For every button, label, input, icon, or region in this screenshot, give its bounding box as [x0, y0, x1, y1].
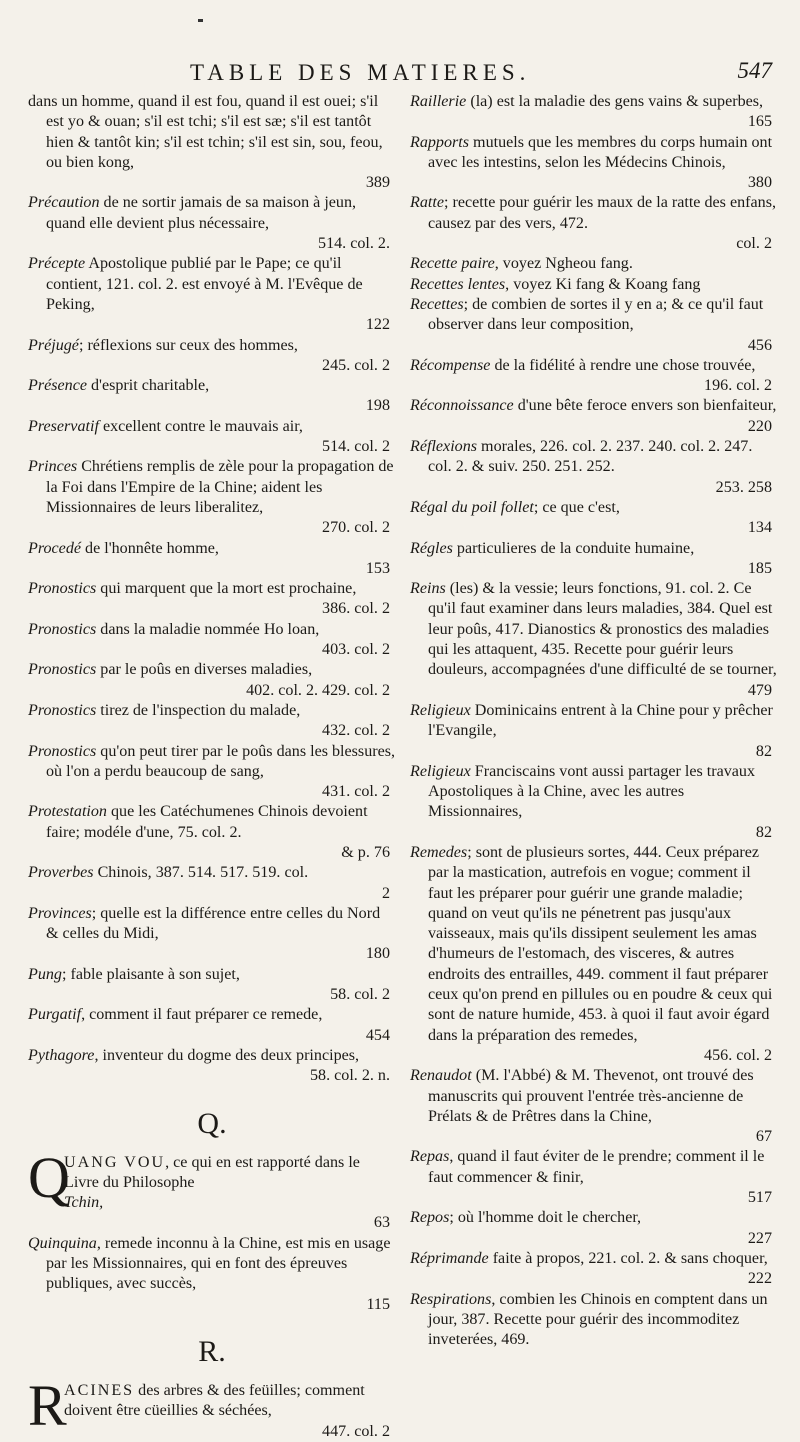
page-reference: 517 [747, 1189, 772, 1207]
entry-headword-caps: UANG VOU [64, 1153, 166, 1171]
entry-headword: Procedé [28, 539, 82, 557]
left-column [28, 92, 396, 1442]
index-entry [410, 356, 778, 397]
page-reference: 456 [747, 336, 772, 354]
entry-text: faite à propos, 221. col. 2. & sans choquer, [488, 1249, 768, 1267]
entry-text: ; sont de plusieurs sortes, 444. Ceux préparez par la mastication, autrefois en vogue; comment il faut les préparer pour guérir une grande maladie; quand on veut qu'ils ne pénetrent pas jusqu'aux vaisseaux, mais qu'ils dissipent seulement les amas d'humeurs de l'estomach, des visceres, & autres endroits des entrailles, 449. comment il faut préparer ceux qu'on prend en pillules ou en poudre & ceux qui sont de nature humide, 453. à quoi il faut avoir égard dans la préparation des remedes, [428, 843, 773, 1044]
entry-text: d'esprit charitable, [86, 377, 210, 395]
entry-headword: Réconnoissance [410, 397, 514, 415]
drop-cap: Q [28, 1144, 70, 1210]
entry-text: , quand il faut éviter de le prendre; comment il le faut commencer & finir, [428, 1148, 765, 1186]
page-reference: 122 [365, 316, 390, 334]
page-reference: 115 [366, 1295, 390, 1313]
entry-text: , comment il faut préparer ce remede, [81, 1006, 323, 1024]
section-opening-entry [28, 1372, 396, 1442]
index-entry [28, 254, 396, 335]
entry-text: que les Catéchumenes Chinois devoient faire; modéle d'une, 75. col. 2. [46, 803, 368, 841]
entry-headword: Réprimande [410, 1249, 489, 1267]
index-entry [28, 376, 396, 417]
index-entry [410, 193, 778, 254]
entry-text: tirez de l'inspection du malade, [96, 701, 301, 719]
entry-text: qui marquent que la mort est prochaine, [96, 580, 357, 598]
entry-headword: Protestation [28, 803, 107, 821]
entry-text: dans la maladie nommée Ho loan, [96, 620, 320, 638]
index-entry [410, 396, 778, 437]
index-entry [410, 498, 778, 539]
entry-headword: Remedes [410, 843, 468, 861]
page-reference: 180 [365, 945, 390, 963]
entry-headword: Purgatif [28, 1006, 82, 1024]
entry-text: , ce qui en est rapporté dans le Livre du Philosophe [64, 1153, 360, 1191]
index-entry [410, 275, 778, 295]
index-entry [28, 92, 396, 193]
page-reference: 245. col. 2 [322, 356, 390, 374]
page-reference: 227 [747, 1229, 772, 1247]
entry-headword: Pronostics [28, 742, 97, 760]
page-reference: 2 [381, 884, 390, 902]
entry-text: qu'on peut tirer par le poûs dans les blessures, où l'on a perdu beaucoup de sang, [46, 742, 396, 780]
index-entry [28, 1046, 396, 1087]
entry-headword: Récompense [410, 356, 491, 374]
entry-headword: Pung [28, 965, 62, 983]
entry-text: de ne sortir jamais de sa maison à jeun, quand elle devient plus nécessaire, [46, 194, 357, 232]
entry-headword: Repos [410, 1209, 450, 1227]
entry-text: excellent contre le mauvais air, [98, 417, 303, 435]
page-reference: 222 [747, 1270, 772, 1288]
page-reference: 386. col. 2 [322, 600, 390, 618]
entry-headword: Preservatif [28, 417, 99, 435]
entry-headword: Rapports [410, 133, 470, 151]
index-entry [410, 762, 778, 843]
section-opening-entry [28, 1144, 396, 1234]
right-column [410, 92, 778, 1350]
entry-headword: Recettes [410, 295, 464, 313]
index-entry [28, 863, 396, 904]
index-entry [410, 295, 778, 356]
entry-text: Apostolique publié par le Pape; ce qu'il contient, 121. col. 2. est envoyé à M. l'Evêque de Peking, [46, 255, 363, 313]
entry-headword: Pronostics [28, 580, 97, 598]
entry-text: , voyez Ki fang & Koang fang [505, 275, 701, 293]
index-entry [410, 133, 778, 194]
page-reference: 82 [755, 742, 772, 760]
index-entry [28, 417, 396, 458]
entry-headword: Provinces [28, 904, 92, 922]
page-reference: 514. col. 2. [318, 235, 390, 253]
page-reference: 456. col. 2 [704, 1046, 772, 1064]
entry-text: ; où l'homme doit le chercher, [449, 1209, 642, 1227]
entry-text: ; ce que c'est, [533, 498, 620, 516]
entry-headword: Proverbes [28, 864, 94, 882]
entry-text: particulieres de la conduite humaine, [452, 539, 695, 557]
page-reference: col. 2 [736, 235, 772, 253]
page-reference: 253. 258 [715, 478, 772, 496]
page-reference: 134 [747, 519, 772, 537]
page-reference: 380 [747, 174, 772, 192]
index-entry [28, 336, 396, 377]
entry-text: Chrétiens remplis de zèle pour la propagation de la Foi dans l'Empire de la Chine; aident les Missionnaires de leurs liberalitez, [46, 458, 394, 516]
page-reference: 58. col. 2 [330, 986, 390, 1004]
index-entry [410, 1208, 778, 1249]
entry-headword: Pronostics [28, 661, 97, 679]
index-entry [28, 539, 396, 580]
entry-text: Chinois, 387. 514. 517. 519. col. [93, 864, 309, 882]
entry-headword: Préjugé [28, 336, 79, 354]
entry-headword: Présence [28, 377, 87, 395]
page-reference: 198 [365, 397, 390, 415]
entry-text: par le poûs en diverses maladies, [96, 661, 313, 679]
index-entry [28, 193, 396, 254]
index-entry [28, 802, 396, 863]
entry-text: (les) & la vessie; leurs fonctions, 91. col. 2. Ce qu'il faut examiner dans leurs maladies, 384. Quel est leur poûs, 417. Dianostics & pronostics des maladies qui les attaquent, 435. Recette pour guérir leurs douleurs, accompagnées d'une difficulté de se tourner, [428, 580, 777, 679]
entry-text: de la fidélité à rendre une chose trouvée, [490, 356, 756, 374]
page-reference: 58. col. 2. n. [309, 1067, 390, 1085]
page-reference: 185 [747, 559, 772, 577]
page-reference: 220 [747, 417, 772, 435]
page-reference: 447. col. 2 [322, 1422, 390, 1440]
entry-headword: Réflexions [410, 438, 478, 456]
page-reference: 153 [365, 559, 390, 577]
entry-headword: Respirations [410, 1290, 492, 1308]
entry-text: dans un homme, quand il est fou, quand il est ouei; s'il est yo & ouan; s'il est tchi; s'il est sæ; s'il est tantôt hien & tantôt kin; s'il est tchin; s'il est sin, sou, feou, ou bien kong, [28, 93, 383, 171]
entry-headword: Précaution [28, 194, 100, 212]
entry-headword: Repas [410, 1148, 450, 1166]
page-reference: 403. col. 2 [322, 641, 390, 659]
entry-text: Dominicains entrent à la Chine pour y prêcher l'Evangile, [428, 701, 773, 740]
drop-cap: R [28, 1372, 67, 1438]
page-reference: 514. col. 2 [322, 438, 390, 456]
page-reference: 63 [373, 1214, 390, 1232]
entry-text: ; fable plaisante à son sujet, [61, 965, 240, 983]
index-entry [410, 1249, 778, 1290]
entry-text: (M. l'Abbé) & M. Thevenot, ont trouvé des manuscrits qui prouvent l'entrée très-ancienne de Prélats & de Prêtres dans la Chine, [428, 1067, 754, 1125]
page-reference: & p. 76 [341, 843, 390, 861]
entry-text: morales, 226. col. 2. 237. 240. col. 2. 247. col. 2. & suiv. 250. 251. 252. [428, 438, 753, 476]
entry-text: ; réflexions sur ceux des hommes, [78, 336, 298, 354]
index-entry [410, 579, 778, 701]
ornament-mark [198, 19, 203, 22]
page-header [0, 60, 800, 94]
entry-headword: Pythagore [28, 1046, 95, 1064]
index-entry [28, 742, 396, 803]
entry-subtext: Tchin, [64, 1194, 104, 1212]
entry-text: ; de combien de sortes il y en a; & ce qu'il faut observer dans leur composition, [428, 295, 764, 334]
page-reference: 82 [755, 823, 772, 841]
index-entry [28, 1005, 396, 1046]
entry-text: , combien les Chinois en comptent dans un jour, 387. Recette pour guérir des incommoditez inveterées, 469. [428, 1290, 768, 1349]
entry-headword: Reins [410, 580, 446, 598]
entry-headword: Pronostics [28, 620, 97, 638]
entry-text: d'une bête feroce envers son bienfaiteur, [513, 397, 777, 415]
entry-text: , voyez Ngheou fang. [494, 255, 633, 273]
entry-headword: Recettes lentes [410, 275, 506, 293]
entry-headword: Pronostics [28, 701, 97, 719]
index-entry [410, 539, 778, 580]
page-reference: 432. col. 2 [322, 722, 390, 740]
entry-headword: Régal du poil follet [410, 498, 534, 516]
entry-text: ; recette pour guérir les maux de la ratte des enfans, causez par des vers, 472. [428, 194, 776, 232]
entry-headword: Recette paire [410, 255, 495, 273]
entry-text: Franciscains vont aussi partager les travaux Apostoliques à la Chine, avec les autres Missionnaires, [428, 762, 756, 821]
index-entry [28, 701, 396, 742]
index-entry [28, 904, 396, 965]
index-entry [28, 965, 396, 1006]
index-entry [28, 660, 396, 701]
page-reference: 196. col. 2 [704, 377, 772, 395]
index-entry [410, 437, 778, 498]
entry-headword: Renaudot [410, 1067, 472, 1085]
entry-headword: Précepte [28, 255, 86, 273]
entry-headword: Religieux [410, 762, 471, 780]
page-reference: 389 [365, 174, 390, 192]
page-reference: 270. col. 2 [322, 519, 390, 537]
page-number: 547 [737, 58, 772, 83]
page-reference: 431. col. 2 [322, 783, 390, 801]
entry-headword-caps: ACINES [64, 1381, 135, 1399]
entry-headword: Raillerie [410, 93, 467, 110]
section-letter: R. [198, 1334, 226, 1368]
page-reference: 454 [365, 1026, 390, 1044]
index-entry [410, 92, 778, 133]
index-entry [28, 579, 396, 620]
entry-text: , remede inconnu à la Chine, est mis en usage par les Missionnaires, qui en font des épreuves publiques, avec succès, [46, 1234, 391, 1293]
entry-headword: Religieux [410, 701, 471, 719]
entry-text: de l'honnête homme, [81, 539, 219, 557]
index-entry [410, 701, 778, 762]
entry-headword: Ratte [410, 194, 444, 212]
entry-text: mutuels que les membres du corps humain ont avec les intestins, selon les Médecins Chinois, [428, 133, 773, 171]
page-reference: 402. col. 2. 429. col. 2 [246, 681, 390, 699]
section-letter: Q. [197, 1106, 227, 1140]
entry-headword: Quinquina [28, 1234, 97, 1252]
index-entry [28, 457, 396, 538]
running-title: TABLE DES MATIERES. [190, 60, 531, 85]
index-entry [28, 1234, 396, 1315]
page-reference: 479 [747, 681, 772, 699]
index-entry [410, 1147, 778, 1208]
index-entry [28, 620, 396, 661]
entry-text: , inventeur du dogme des deux principes, [94, 1046, 360, 1064]
page-reference: 67 [755, 1128, 772, 1146]
index-entry [410, 1066, 778, 1147]
entry-text: (la) est la maladie des gens vains & superbes, [466, 93, 764, 110]
index-entry [410, 1290, 778, 1351]
entry-headword: Princes [28, 458, 78, 476]
page-reference: 165 [747, 113, 772, 131]
index-entry [410, 254, 778, 274]
index-entry [410, 843, 778, 1066]
entry-headword: Régles [410, 539, 453, 557]
entry-text: ; quelle est la différence entre celles du Nord & celles du Midi, [46, 904, 381, 943]
entry-text: des arbres & des feüilles; comment doivent être cüeillies & séchées, [64, 1381, 365, 1420]
